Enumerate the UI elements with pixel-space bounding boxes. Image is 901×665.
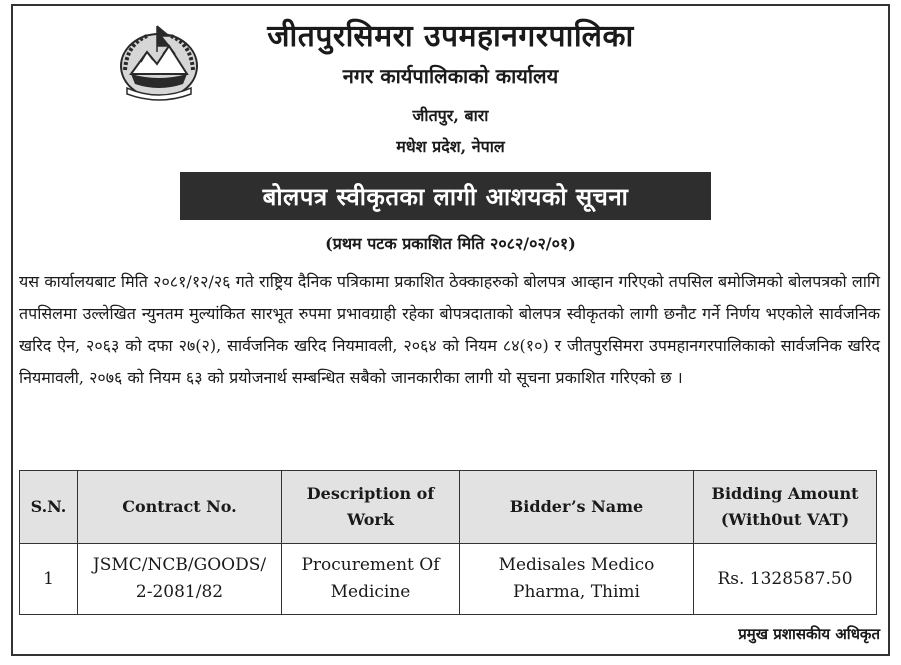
header-sn: S.N. [20, 471, 78, 544]
org-name: जीतपुरसिमरा उपमहानगरपालिका [267, 19, 634, 54]
cell-sn: 1 [20, 544, 78, 615]
header-bidder: Bidder’s Name [460, 471, 694, 544]
cell-amount: Rs. 1328587.50 [694, 544, 877, 615]
notice-title-banner [180, 172, 711, 220]
publication-date: (प्रथम पटक प्रकाशित मिति २०८२/०२/०१) [325, 234, 576, 253]
header-contract-no: Contract No. [78, 471, 282, 544]
cell-description: Procurement Of Medicine [282, 544, 460, 615]
header-amount: Bidding Amount (With0ut VAT) [694, 471, 877, 544]
location-line-2: मधेश प्रदेश, नेपाल [396, 137, 505, 156]
notice-body: यस कार्यालयबाट मिति २०८१/१२/२६ गते राष्ट्रिय दैनिक पत्रिकामा प्रकाशित ठेक्काहरुको बोलपत्र आव्हान गरिएको तपसिल बमोजिमको बोलपत्रको लागि तपसिलमा उल्लेखित न्युनतम मुल्यांकित सारभूत रुपमा प्रभावग्राही रहेका बोपत्रदाताको बोलपत्र स्वीकृतको लागी छनौट गर्ने निर्णय भएकोले सार्वजनिक खरिद ऐन, २०६३ को दफा २७(२), सार्वजनिक खरिद नियमावली, २०६४ को नियम ८४(१०) र जीतपुरसिमरा उपमहानगरपालिकाको सार्वजनिक खरिद नियमावली, २०७६ को नियम ६३ को प्रयोजनार्थ सम्बन्धित सबैको जानकारीका लागी यो सूचना प्रकाशित गरिएको छ । [19, 272, 880, 387]
table-row [20, 544, 877, 615]
cell-bidder: Medisales Medico Pharma, Thimi [460, 544, 694, 615]
office-name: नगर कार्यपालिकाको कार्यालय [342, 64, 559, 88]
cell-contract-no: JSMC/NCB/GOODS/ 2-2081/82 [78, 544, 282, 615]
table-header-row [20, 471, 877, 544]
header-description: Description of Work [282, 471, 460, 544]
award-table [19, 470, 877, 615]
notice-page [11, 4, 890, 656]
signature-title: प्रमुख प्रशासकीय अधिकृत [738, 625, 880, 643]
notice-title: बोलपत्र स्वीकृतका लागी आशयको सूचना [262, 181, 629, 211]
location-line-1: जीतपुर, बारा [412, 106, 489, 125]
